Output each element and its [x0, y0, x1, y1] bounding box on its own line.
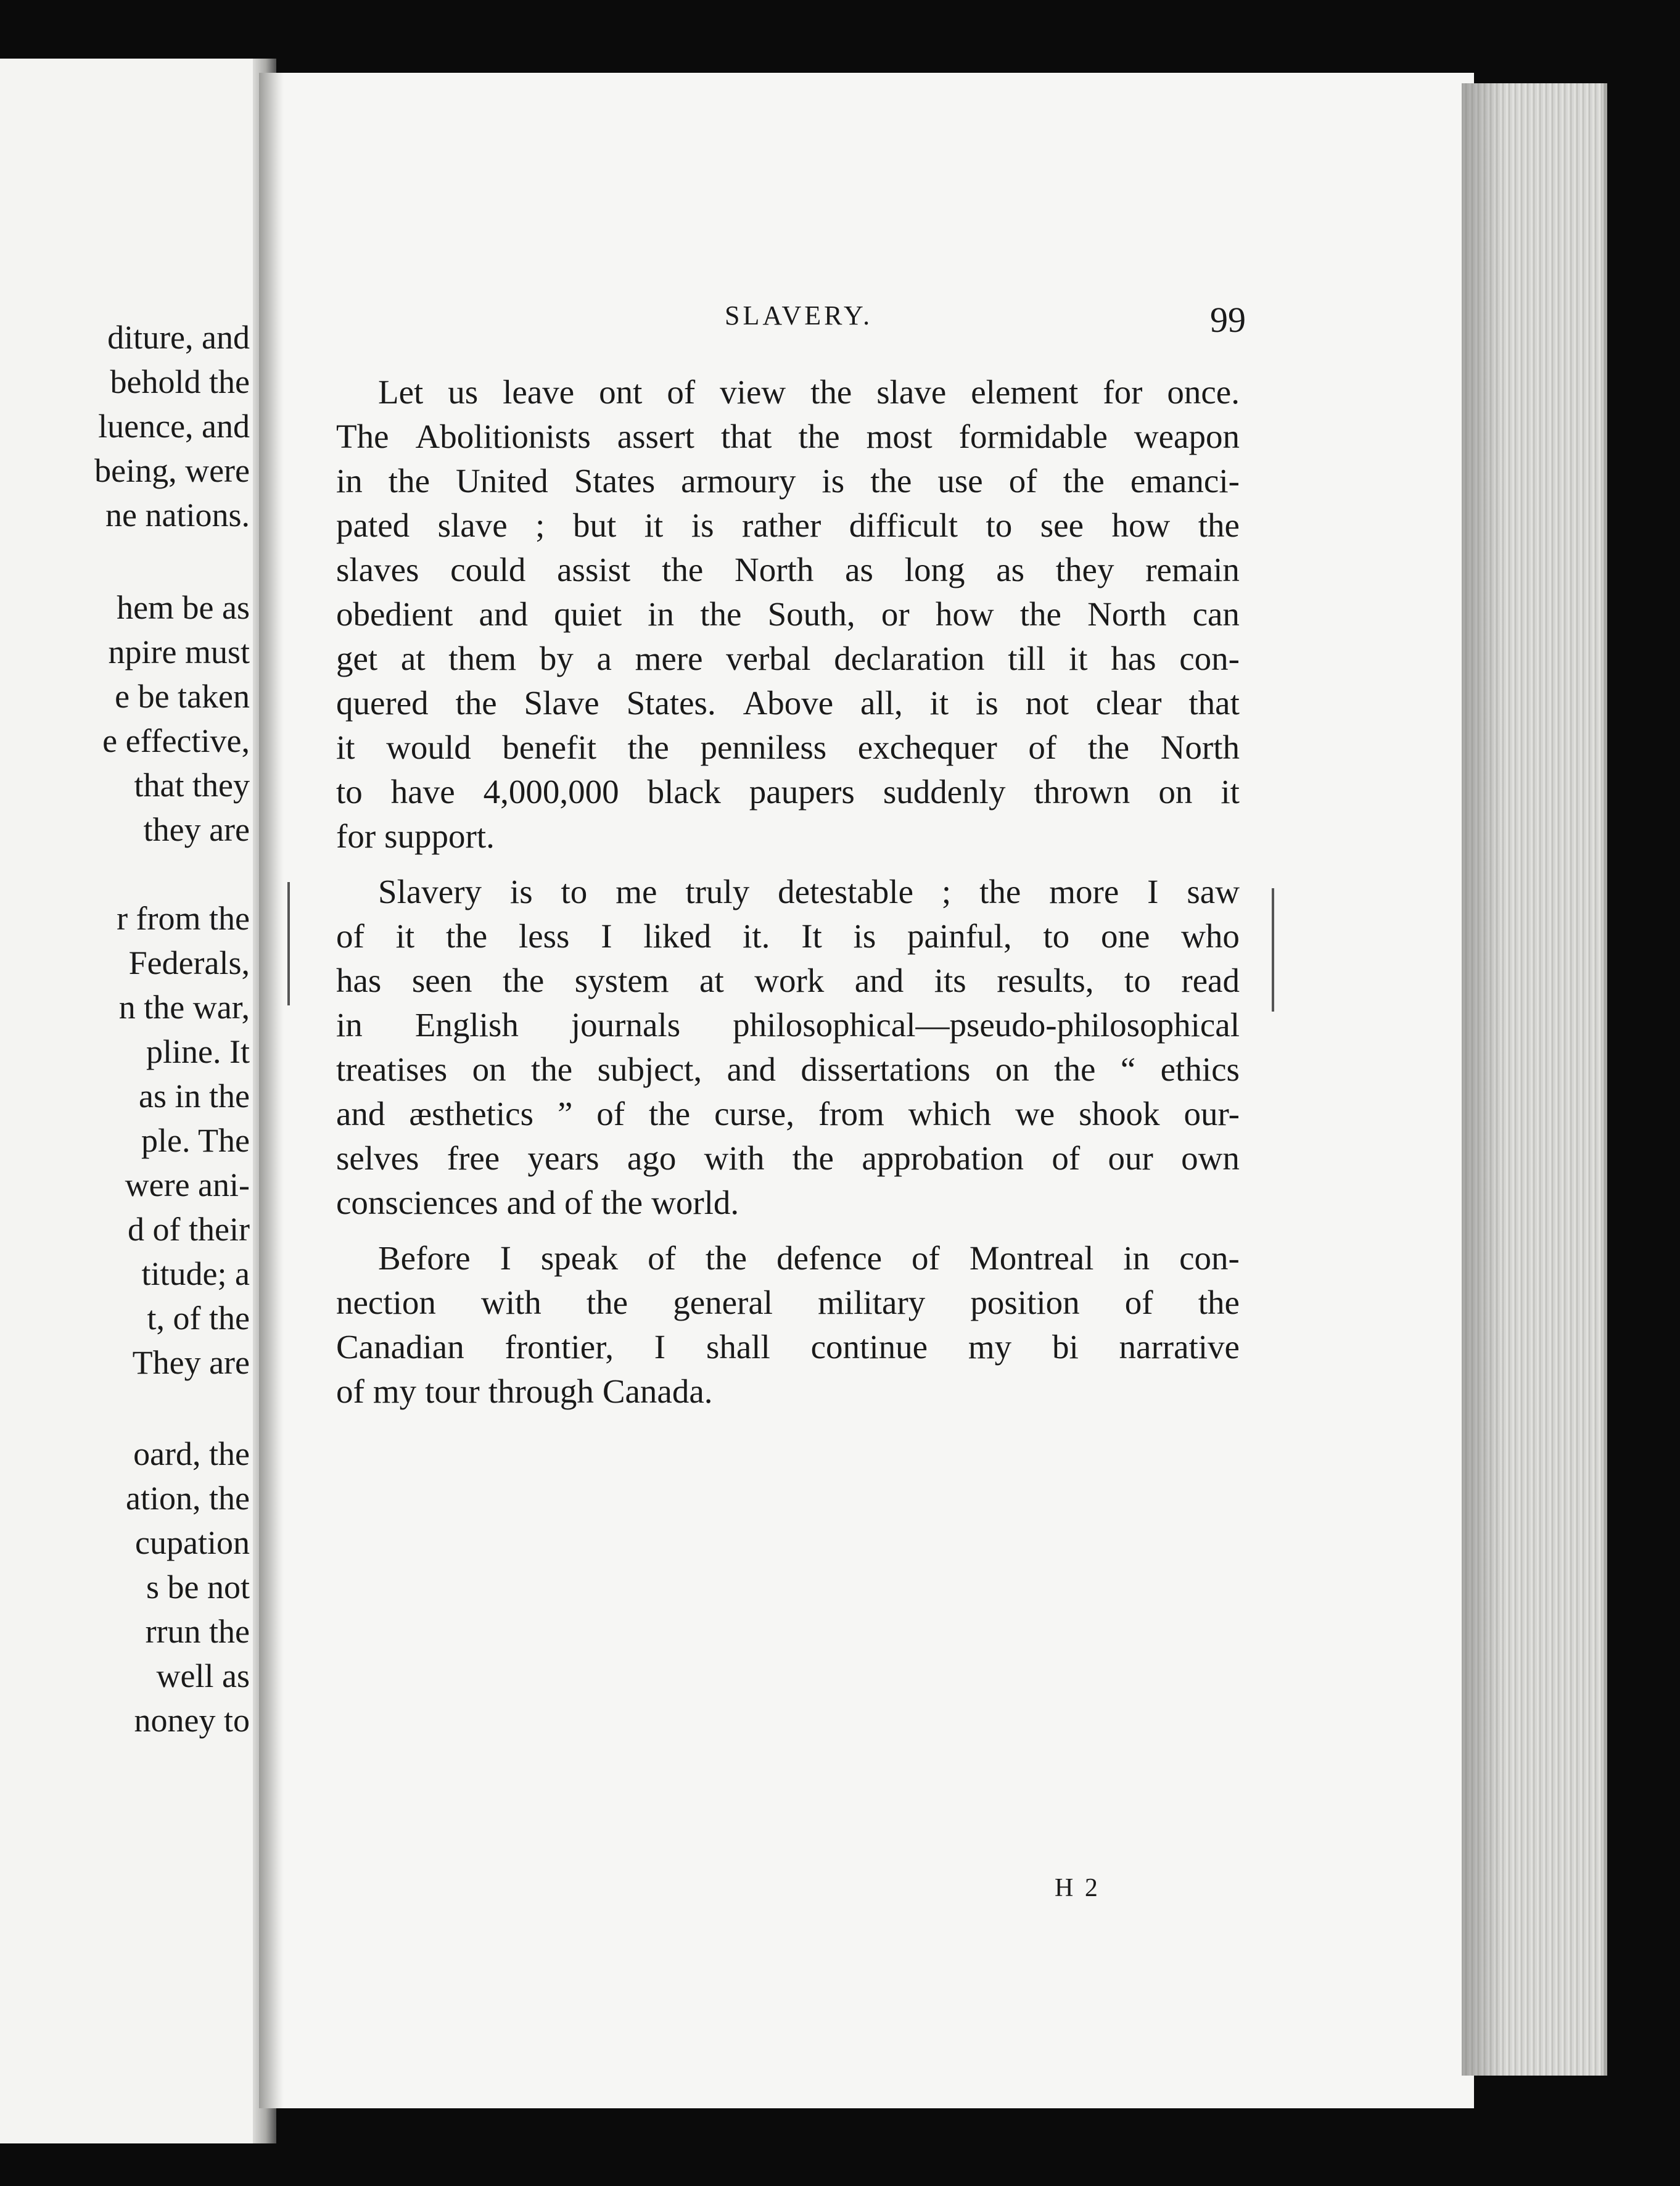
word: work — [754, 962, 825, 999]
word: and — [727, 1050, 776, 1088]
word: our- — [1184, 1095, 1240, 1132]
word: element — [971, 373, 1079, 411]
left-page-line: ple. The — [141, 1122, 250, 1159]
word: slave — [437, 506, 508, 544]
paragraph — [336, 1236, 1240, 1414]
text-line — [336, 503, 1240, 548]
word: and — [336, 1095, 385, 1132]
text-line — [336, 681, 1240, 725]
word: pated — [336, 506, 410, 544]
left-page-line: cupation — [135, 1524, 250, 1561]
word: States — [574, 462, 656, 500]
word: I — [654, 1328, 666, 1366]
word: ont — [599, 373, 643, 411]
book-page-edges-shade — [1462, 83, 1505, 2076]
word: me — [616, 873, 657, 910]
word: own — [1181, 1139, 1240, 1177]
left-page-line: npire must — [108, 633, 250, 670]
word: the — [531, 1050, 573, 1088]
word: slaves — [336, 551, 419, 588]
word: speak — [540, 1239, 619, 1277]
left-page-line: Federals, — [128, 944, 250, 981]
word: selves — [336, 1139, 419, 1177]
word: suddenly — [883, 773, 1006, 810]
word: how — [935, 595, 994, 633]
word: for — [336, 817, 376, 855]
word: it — [644, 506, 664, 544]
word: with — [704, 1139, 765, 1177]
word: shall — [706, 1328, 770, 1366]
word: the — [1198, 506, 1240, 544]
word: my — [968, 1328, 1012, 1366]
word: its — [934, 962, 966, 999]
word: Montreal — [969, 1239, 1094, 1277]
paragraph — [336, 370, 1240, 859]
word: and — [854, 962, 904, 999]
text-line — [336, 1136, 1240, 1181]
word: “ — [1120, 1050, 1136, 1088]
text-line — [336, 914, 1240, 959]
word: as — [996, 551, 1025, 588]
word: consciences — [336, 1184, 498, 1221]
word: by — [539, 640, 574, 677]
word: it. — [743, 917, 770, 955]
word: curse, — [714, 1095, 794, 1132]
word: has — [336, 962, 382, 999]
word: Slave — [524, 684, 599, 722]
word: Abolitionists — [415, 418, 591, 455]
word: to — [1124, 962, 1151, 999]
word: the — [979, 873, 1021, 910]
word: ; — [941, 873, 952, 910]
word: the — [1054, 1050, 1096, 1088]
word: see — [1040, 506, 1084, 544]
word: and — [479, 595, 528, 633]
word: or — [881, 595, 910, 633]
word: saw — [1187, 873, 1240, 910]
left-page-line: rrun the — [145, 1613, 250, 1650]
word: the — [700, 595, 742, 633]
word: mere — [635, 640, 703, 677]
word: more — [1049, 873, 1119, 910]
word: of — [1028, 728, 1057, 766]
left-page-line: well as — [156, 1657, 250, 1694]
left-page-line: ne nations. — [105, 497, 250, 534]
word: military — [818, 1284, 926, 1321]
word: my — [373, 1372, 417, 1410]
word: general — [673, 1284, 773, 1321]
text-line — [336, 637, 1240, 681]
word: at — [699, 962, 724, 999]
left-page — [0, 59, 262, 2143]
text-line — [336, 592, 1240, 637]
left-page-line: noney to — [134, 1702, 250, 1739]
word: bi — [1052, 1328, 1079, 1366]
word: years — [527, 1139, 599, 1177]
word: clear — [1095, 684, 1162, 722]
word: journals — [570, 1006, 681, 1044]
left-page-line: They are — [132, 1344, 250, 1381]
word: of — [1124, 1284, 1153, 1321]
word: assert — [617, 418, 694, 455]
word: of — [912, 1239, 940, 1277]
word: quiet — [554, 595, 622, 633]
word: 4,000,000 — [483, 773, 619, 810]
running-head: SLAVERY. — [725, 300, 873, 331]
word: the — [649, 1095, 691, 1132]
word: æsthetics — [409, 1095, 534, 1132]
word: the — [503, 962, 545, 999]
word: con- — [1179, 640, 1240, 677]
word: is — [976, 684, 999, 722]
text-line — [336, 1003, 1240, 1047]
word: in — [336, 1006, 363, 1044]
left-page-line: t, of the — [147, 1300, 250, 1337]
word: is — [509, 873, 533, 910]
left-page-line: ation, the — [126, 1480, 250, 1517]
word: emanci- — [1130, 462, 1240, 500]
word: they — [1055, 551, 1114, 588]
word: weapon — [1134, 418, 1240, 455]
word: would — [386, 728, 471, 766]
text-line — [336, 1281, 1240, 1325]
text-line — [336, 1047, 1240, 1092]
word: the — [586, 1284, 628, 1321]
word: frontier, — [504, 1328, 614, 1366]
word: obedient — [336, 595, 453, 633]
word: the — [388, 462, 430, 500]
word: has — [1111, 640, 1156, 677]
word: the — [870, 462, 912, 500]
word: black — [647, 773, 721, 810]
word: to — [986, 506, 1013, 544]
word: subject, — [597, 1050, 702, 1088]
signature-mark: H 2 — [1055, 1874, 1100, 1902]
word: but — [572, 506, 617, 544]
word: and — [506, 1184, 556, 1221]
word: the — [810, 373, 852, 411]
text-line — [336, 370, 1240, 415]
word: ” — [557, 1095, 573, 1132]
word: most — [866, 418, 933, 455]
word: assist — [557, 551, 631, 588]
word: dissertations — [801, 1050, 971, 1088]
word: Canadian — [336, 1328, 464, 1366]
page-number: 99 — [1210, 300, 1246, 340]
word: long — [904, 551, 965, 588]
word: remain — [1145, 551, 1240, 588]
word: detestable — [778, 873, 914, 910]
word: Before — [378, 1239, 471, 1277]
word: a — [596, 640, 612, 677]
word: truly — [685, 873, 750, 910]
word: seen — [411, 962, 472, 999]
word: treatises — [336, 1050, 448, 1088]
word: have — [390, 773, 455, 810]
word: verbal — [726, 640, 811, 677]
word: system — [574, 962, 669, 999]
word: North — [1160, 728, 1240, 766]
word: who — [1181, 917, 1240, 955]
left-page-line: s be not — [146, 1569, 250, 1606]
word: the — [445, 917, 488, 955]
word: It — [801, 917, 822, 955]
word: the — [627, 728, 669, 766]
word: it — [929, 684, 949, 722]
word: our — [1108, 1139, 1153, 1177]
word: I — [601, 917, 612, 955]
word: world. — [651, 1184, 739, 1221]
left-page-line: n the war, — [118, 989, 250, 1026]
word: of — [667, 373, 696, 411]
word: formidable — [958, 418, 1108, 455]
word: of — [336, 1372, 364, 1410]
word: exchequer — [857, 728, 997, 766]
word: narrative — [1119, 1328, 1240, 1366]
word: all, — [860, 684, 903, 722]
word: read — [1181, 962, 1240, 999]
word: tour — [425, 1372, 480, 1410]
text-line — [336, 459, 1240, 503]
word: approbation — [862, 1139, 1024, 1177]
word: free — [447, 1139, 500, 1177]
word: rather — [742, 506, 821, 544]
word: I — [1147, 873, 1159, 910]
left-page-line: titude; a — [141, 1255, 250, 1292]
word: the — [1087, 728, 1130, 766]
word: armoury — [681, 462, 796, 500]
word: once. — [1167, 373, 1240, 411]
word: to — [336, 773, 363, 810]
word: on — [472, 1050, 506, 1088]
word: on — [995, 1050, 1029, 1088]
word: of — [564, 1184, 593, 1221]
word: support. — [384, 817, 495, 855]
word: Above — [743, 684, 834, 722]
word: difficult — [849, 506, 958, 544]
word: of — [1008, 462, 1037, 500]
word: of — [1052, 1139, 1081, 1177]
word: States. — [626, 684, 716, 722]
text-line — [336, 1369, 1240, 1414]
word: that — [720, 418, 772, 455]
word: shook — [1079, 1095, 1160, 1132]
word: on — [1158, 773, 1193, 810]
word: to — [561, 873, 588, 910]
word: till — [1008, 640, 1046, 677]
left-page-line: r from the — [117, 900, 250, 937]
word: get — [336, 640, 378, 677]
left-page-line: as in the — [139, 1078, 250, 1115]
word: leave — [503, 373, 575, 411]
word: benefit — [502, 728, 597, 766]
word: North — [1087, 595, 1167, 633]
word: ago — [627, 1139, 677, 1177]
word: in — [648, 595, 675, 633]
word: the — [455, 684, 497, 722]
left-page-line: behold the — [110, 363, 250, 400]
word: that — [1188, 684, 1240, 722]
word: continue — [810, 1328, 928, 1366]
left-page-line: being, were — [94, 452, 250, 489]
left-page-line: they are — [143, 811, 250, 848]
text-line — [336, 1181, 1240, 1225]
word: with — [481, 1284, 541, 1321]
text-line — [336, 1236, 1240, 1281]
margin-mark-left — [287, 882, 290, 1005]
left-page-line: were ani- — [125, 1166, 250, 1203]
word: the — [792, 1139, 834, 1177]
word: con- — [1179, 1239, 1240, 1277]
word: one — [1100, 917, 1150, 955]
word: slave — [876, 373, 947, 411]
left-page-line: pline. It — [146, 1033, 250, 1070]
word: as — [845, 551, 873, 588]
word: less — [518, 917, 570, 955]
word: South, — [767, 595, 855, 633]
body-text — [336, 370, 1240, 1414]
word: which — [908, 1095, 992, 1132]
word: results, — [997, 962, 1094, 999]
left-page-line: luence, and — [98, 408, 250, 445]
left-page-line: e be taken — [115, 678, 250, 715]
left-page-line: that they — [134, 767, 250, 804]
word: it — [1069, 640, 1088, 677]
word: in — [336, 462, 363, 500]
word: from — [818, 1095, 884, 1132]
word: is — [691, 506, 714, 544]
left-page-line: d of their — [128, 1211, 250, 1248]
word: is — [853, 917, 876, 955]
text-line — [336, 814, 1240, 859]
word: the — [705, 1239, 747, 1277]
text-line — [336, 415, 1240, 459]
word: it — [1221, 773, 1240, 810]
right-page-gutter-shadow — [259, 73, 284, 2108]
left-page-line: oard, the — [133, 1435, 250, 1472]
word: the — [1198, 1284, 1240, 1321]
word: through — [488, 1372, 594, 1410]
word: liked — [643, 917, 712, 955]
word: Let — [378, 373, 424, 411]
word: the — [1063, 462, 1105, 500]
word: we — [1015, 1095, 1055, 1132]
word: United — [456, 462, 548, 500]
word: English — [414, 1006, 519, 1044]
word: not — [1025, 684, 1069, 722]
word: the — [601, 1184, 643, 1221]
left-page-line: diture, and — [107, 319, 250, 356]
word: how — [1111, 506, 1171, 544]
word: of — [596, 1095, 625, 1132]
text-line — [336, 1092, 1240, 1136]
word: for — [1103, 373, 1143, 411]
word: it — [395, 917, 415, 955]
word: Canada. — [602, 1372, 713, 1410]
word: I — [500, 1239, 511, 1277]
word: ethics — [1160, 1050, 1240, 1088]
word: the — [662, 551, 704, 588]
word: view — [720, 373, 786, 411]
text-line — [336, 959, 1240, 1003]
word: North — [735, 551, 814, 588]
word: of — [336, 917, 364, 955]
word: in — [1123, 1239, 1150, 1277]
left-page-line: e effective, — [102, 722, 250, 759]
word: penniless — [700, 728, 827, 766]
left-page-line: hem be as — [117, 589, 250, 626]
word: use — [937, 462, 983, 500]
word: paupers — [749, 773, 855, 810]
word: is — [821, 462, 845, 500]
word: it — [336, 728, 355, 766]
word: position — [970, 1284, 1080, 1321]
text-line — [336, 1325, 1240, 1369]
text-line — [336, 870, 1240, 914]
word: philosophical—pseudo-philosophical — [733, 1006, 1240, 1044]
word: ; — [535, 506, 545, 544]
word: of — [648, 1239, 676, 1277]
word: quered — [336, 684, 429, 722]
paragraph — [336, 870, 1240, 1225]
word: can — [1192, 595, 1240, 633]
word: declaration — [834, 640, 985, 677]
text-line — [336, 548, 1240, 592]
word: the — [1019, 595, 1061, 633]
word: nection — [336, 1284, 436, 1321]
text-line — [336, 725, 1240, 770]
word: us — [448, 373, 479, 411]
word: thrown — [1034, 773, 1130, 810]
word: them — [448, 640, 517, 677]
word: Slavery — [378, 873, 482, 910]
margin-mark-right — [1272, 888, 1274, 1012]
word: to — [1043, 917, 1070, 955]
word: the — [798, 418, 840, 455]
word: could — [450, 551, 526, 588]
word: at — [400, 640, 426, 677]
word: defence — [776, 1239, 883, 1277]
word: painful, — [907, 917, 1012, 955]
text-line — [336, 770, 1240, 814]
word: The — [336, 418, 389, 455]
